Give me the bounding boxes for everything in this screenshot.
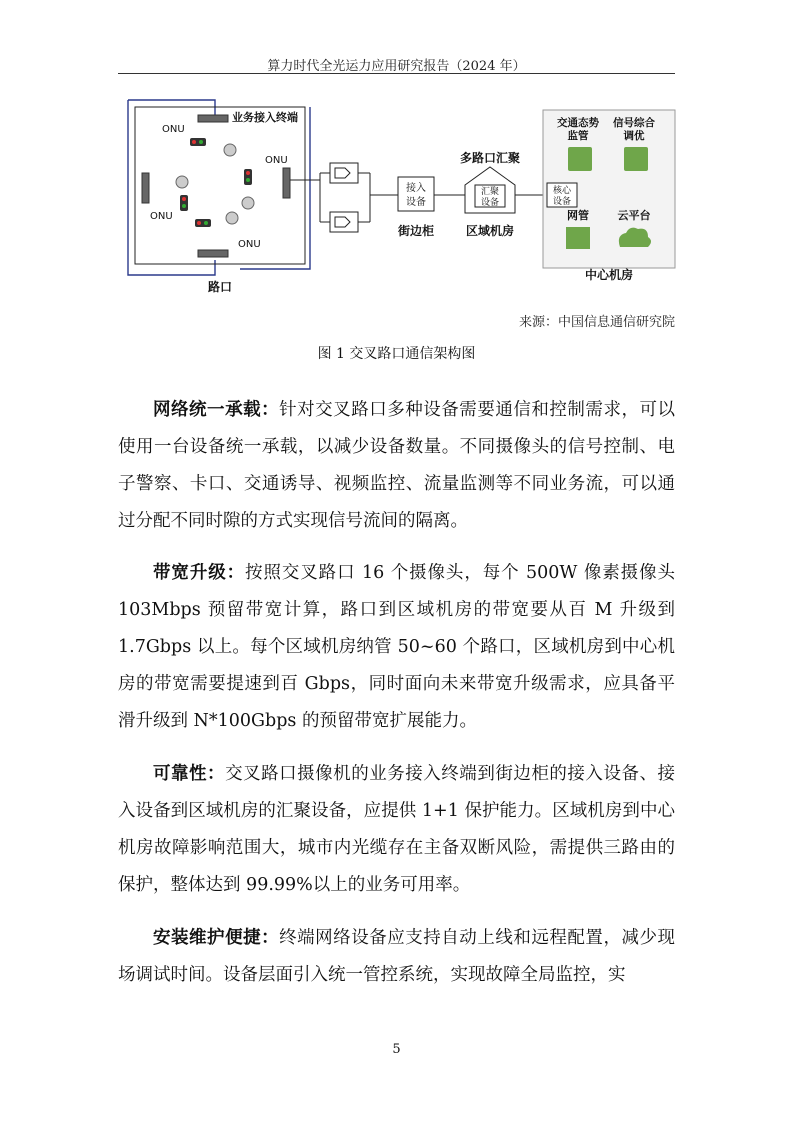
terminal-device-top (198, 115, 228, 122)
camera-icon (226, 212, 238, 224)
onu-label: ONU (150, 211, 173, 222)
core-device-label-1: 核心 (552, 186, 572, 196)
multi-junction-label: 多路口汇聚 (459, 151, 521, 165)
access-device-label-1: 接入 (406, 183, 426, 194)
paragraph-heading: 可靠性： (153, 764, 226, 784)
nms-label: 网管 (567, 209, 589, 222)
paragraph-heading: 网络统一承载： (153, 400, 280, 420)
paragraph-heading: 安装维护便捷： (153, 928, 280, 948)
intersection-frame (135, 107, 305, 264)
signal-tuning-icon (624, 147, 648, 171)
access-device-label-2: 设备 (406, 197, 426, 208)
core-device-label-2: 设备 (552, 197, 572, 207)
terminal-device-left (142, 173, 149, 203)
paragraph-reliability (118, 756, 675, 904)
aggregation-device-label-1: 汇聚 (480, 187, 500, 197)
traffic-monitor-icon (568, 147, 592, 171)
terminal-device-right (283, 168, 290, 198)
paragraph-maintenance (118, 920, 675, 994)
onu-label: ONU (162, 124, 185, 135)
street-cabinet-label: 街边柜 (397, 224, 435, 238)
traffic-situation-label-2: 监管 (567, 130, 589, 142)
splitter-icon (330, 163, 358, 183)
header-rule (118, 73, 675, 74)
traffic-light-icon (180, 195, 188, 211)
paragraph-body: 交叉路口摄像机的业务接入终端到街边柜的接入设备、接入设备到区域机房的汇聚设备，应提供 1+1 保护能力。区域机房到中心机房故障影响范围大，城市内光缆存在主备双断风险，需提供三路由的保护，整体达到 99.99%以上的业务可用率。 (118, 764, 676, 895)
running-header: 算力时代全光运力应用研究报告（2024 年） (267, 59, 526, 74)
paragraph-heading: 带宽升级： (153, 563, 246, 583)
signal-tuning-label-2: 调优 (623, 130, 645, 142)
figure-source: 来源：中国信息通信研究院 (518, 315, 675, 330)
paragraph-body: 终端网络设备应支持自动上线和远程配置，减少现场调试时间。设备层面引入统一管控系统，实现故障全局监控，实 (118, 928, 675, 985)
server-icon (566, 227, 590, 249)
traffic-light-icon (244, 169, 252, 185)
onu-label: ONU (238, 239, 261, 250)
camera-icon (224, 144, 236, 156)
cloud-label: 云平台 (617, 209, 651, 222)
onu-label: ONU (265, 155, 288, 166)
traffic-light-icon (190, 138, 206, 146)
figure-caption: 图 1 交叉路口通信架构图 (317, 346, 476, 362)
traffic-situation-label-1: 交通态势 (557, 117, 599, 129)
paragraph-network (118, 392, 675, 540)
regional-room-label: 区域机房 (465, 224, 515, 238)
page-number: 5 (392, 1042, 401, 1057)
terminal-label: 业务接入终端 (232, 111, 298, 124)
signal-tuning-label-1: 信号综合 (613, 117, 655, 129)
aggregation-device-label-2: 设备 (480, 198, 500, 208)
paragraph-body: 针对交叉路口多种设备需要通信和控制需求，可以使用一台设备统一承载，以减少设备数量。不同摄像头的信号控制、电子警察、卡口、交通诱导、视频监控、流量监测等不同业务流，可以通过分配不同时隙的方式实现信号流间的隔离。 (118, 400, 675, 531)
terminal-device-bottom (198, 250, 228, 257)
camera-icon (242, 197, 254, 209)
paragraph-bandwidth (118, 555, 675, 740)
architecture-diagram (120, 95, 680, 300)
intersection-label: 路口 (208, 280, 233, 294)
paragraph-body: 按照交叉路口 16 个摄像头，每个 500W 像素摄像头 103Mbps 预留带宽计算，路口到区域机房的带宽要从百 M 升级到 1.7Gbps 以上。每个区域机房纳管 50~60 个路口，区域机房到中心机房的带宽需要提速到百 Gbps，同时面向未来带宽升级需求，应具备平滑升级到 N*100Gbps 的预留带宽扩展能力。 (118, 563, 675, 731)
splitter-icon (330, 212, 358, 232)
camera-icon (176, 176, 188, 188)
traffic-light-icon (195, 219, 211, 227)
central-room-label: 中心机房 (584, 268, 634, 282)
